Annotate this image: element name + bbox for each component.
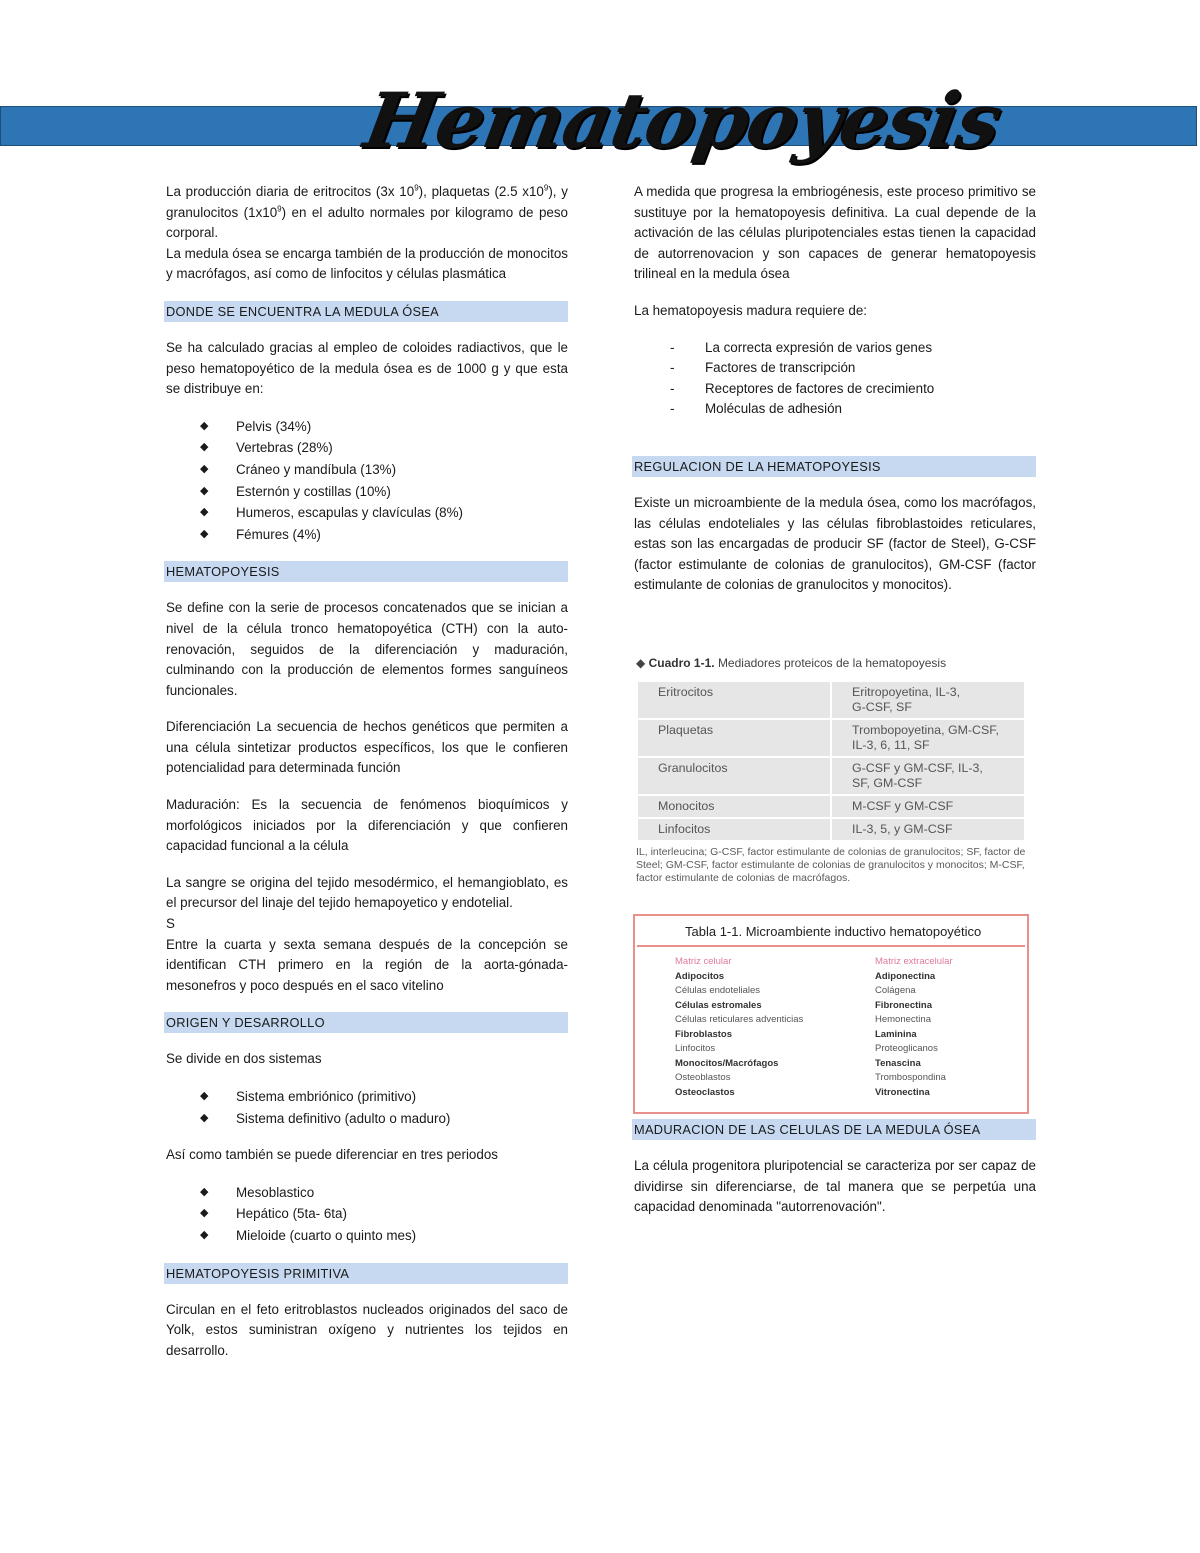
cuadro-table	[636, 680, 1026, 842]
list-item	[166, 459, 568, 481]
dash-marker: -	[670, 380, 675, 396]
tabla-item: Osteoclastos	[675, 1086, 735, 1098]
tabla-item: Células endoteliales	[675, 985, 761, 996]
tabla-item: Adiponectina	[875, 970, 936, 982]
list-item-text: Pelvis (34%)	[236, 418, 312, 434]
table-row	[638, 682, 1024, 718]
mediator-line: G-CSF y GM-CSF, IL-3,	[852, 761, 983, 775]
list-item	[166, 1203, 568, 1225]
bullet-icon: ◆	[200, 1228, 209, 1241]
tabla-item: Adipocitos	[675, 970, 725, 982]
embriogenesis-paragraph: A medida que progresa la embriogénesis, este proceso primitivo se sustituye por la hematopoyesis definitiva. La cual depende de la activación de las células pluripotenciales estas tienen la capacidad de autorrenovacion y son capaces de generar hematopoyesis trilineal en la medula ósea	[634, 184, 1036, 282]
bullet-icon: ◆	[200, 441, 209, 454]
cuadro-label: Cuadro 1-1.	[648, 656, 715, 670]
matriz-celular-header: Matriz celular	[675, 956, 732, 967]
sistemas-list	[166, 1086, 568, 1129]
bullet-icon: ◆	[200, 462, 209, 475]
diferenciacion-paragraph: Diferenciación La secuencia de hechos genéticos que permiten a una célula sintetizar productos específicos, los que le confieren potencialidad para determinada función	[166, 719, 568, 776]
cell-mediators	[832, 720, 1024, 756]
mediator-line: Trombopoyetina, GM-CSF,	[852, 723, 999, 737]
bullet-icon: ◆	[200, 419, 209, 432]
list-item-text: La correcta expresión de varios genes	[705, 339, 933, 355]
list-item	[166, 1108, 568, 1130]
tabla-item: Laminina	[875, 1028, 917, 1040]
list-item	[166, 1086, 568, 1108]
dash-marker: -	[670, 401, 675, 417]
mediator-line: M-CSF y GM-CSF	[852, 799, 954, 813]
tabla-item: Fibronectina	[875, 999, 933, 1011]
tabla-item: Células reticulares adventicias	[675, 1014, 804, 1025]
bullet-icon: ◆	[200, 1207, 209, 1220]
dash-marker: -	[670, 360, 675, 376]
list-item	[634, 338, 1036, 359]
list-item-text: Sistema embriónico (primitivo)	[236, 1089, 417, 1104]
list-item-text: Hepático (5ta- 6ta)	[236, 1206, 347, 1222]
regulacion-paragraph: Existe un microambiente de la medula ósea, como los macrófagos, las células endoteliales y las células fibroblastoides reticulares, estas son las encargadas de producir SF (factor de Steel), G-CSF (factor estimulante de colonias de granulocitos), GM-CSF (factor estimulante de colonias de granulocitos y monocitos).	[634, 494, 1036, 593]
table-row	[638, 796, 1024, 817]
mediator-line: G-CSF, SF	[852, 700, 912, 714]
table-row	[638, 758, 1024, 794]
bullet-icon: ◆	[200, 1185, 209, 1198]
list-item	[166, 416, 568, 438]
section-heading-primitiva: HEMATOPOYESIS PRIMITIVA	[164, 1263, 568, 1284]
table-row	[638, 720, 1024, 756]
list-item	[166, 1182, 568, 1204]
dash-marker: -	[670, 339, 675, 355]
section-heading-maduracion-celulas: MADURACION DE LAS CELULAS DE LA MEDULA ÓSEA	[632, 1119, 1036, 1140]
list-item	[634, 399, 1036, 420]
requiere-paragraph: La hematopoyesis madura requiere de:	[634, 302, 867, 318]
periodos-paragraph: Así como también se puede diferenciar en tres periodos	[166, 1147, 498, 1163]
section-heading-donde: DONDE SE ENCUENTRA LA MEDULA ÓSEA	[164, 301, 568, 322]
section-heading-hematopoyesis: HEMATOPOYESIS	[164, 561, 568, 582]
list-item	[634, 379, 1036, 400]
list-item-text: Vertebras (28%)	[236, 440, 333, 456]
cuadro-caption-text: Mediadores proteicos de la hematopoyesis	[717, 656, 947, 670]
mediator-line: IL-3, 6, 11, SF	[852, 738, 930, 752]
matriz-extracelular-header: Matriz extracelular	[875, 956, 953, 967]
mediator-line: IL-3, 5, y GM-CSF	[852, 822, 953, 836]
tabla-item: Trombospondina	[875, 1072, 946, 1083]
primitiva-paragraph: Circulan en el feto eritroblastos nucleados originados del saco de Yolk, estos suministran oxígeno y nutrientes los tejidos en desarrollo.	[166, 1301, 568, 1358]
matriz-celular-column	[675, 955, 803, 1100]
bullet-icon: ◆	[200, 484, 209, 497]
cell-cell-type: Monocitos	[638, 796, 830, 817]
table-row	[638, 819, 1024, 840]
list-item	[166, 502, 568, 524]
cell-cell-type: Linfocitos	[638, 819, 830, 840]
tabla-item: Colágena	[875, 985, 916, 996]
list-item	[634, 358, 1036, 379]
cell-cell-type: Plaquetas	[638, 720, 830, 756]
cell-cell-type: Granulocitos	[638, 758, 830, 794]
tabla-item: Osteoblastos	[675, 1072, 731, 1083]
list-item-text: Esternón y costillas (10%)	[236, 483, 391, 499]
tabla-item: Fibroblastos	[675, 1028, 733, 1040]
cth-paragraph: Entre la cuarta y sexta semana después de la concepción se identifican CTH primero en la región de la aorta-gónada-mesonefros y poco después en el saco vitelino	[166, 936, 568, 993]
list-item	[166, 1225, 568, 1247]
tabla-item: Proteoglicanos	[875, 1043, 938, 1054]
list-item-text: Mesoblastico	[236, 1184, 315, 1200]
tabla-item: Linfocitos	[675, 1043, 716, 1054]
bullet-icon: ◆	[200, 527, 209, 540]
intro-paragraph-medula: La medula ósea se encarga también de la producción de monocitos y macrófagos, así como de linfocitos y células plasmática	[166, 245, 568, 282]
cell-mediators	[832, 758, 1024, 794]
tabla-figure	[633, 914, 1029, 1114]
list-item-text: Fémures (4%)	[236, 526, 321, 542]
list-item-text: Mieloide (cuarto o quinto mes)	[236, 1227, 417, 1243]
left-column	[166, 182, 568, 1377]
maduracion-paragraph: Maduración: Es la secuencia de fenómenos bioquímicos y morfológicos iniciados por la diferenciación y que confieren capacidad funcional a la célula	[166, 797, 568, 854]
tabla-item: Hemonectina	[875, 1014, 931, 1025]
bullet-icon: ◆	[200, 1111, 209, 1124]
intro-paragraph-production: La producción diaria de eritrocitos (3x $10^9$), plaquetas (2.5 $x10^9$), y granulocitos $(1x10^9)$ en el adulto normales por kilogramo de peso corporal.	[166, 183, 568, 241]
hematopoyesis-definition: Se define con la serie de procesos concatenados que se inician a nivel de la célula tronco hematopoyética (CTH) con la auto-renovación, seguidos de la diferenciación y maduración, culminando con la producción de elementos formes sanguíneos funcionales.	[166, 600, 568, 698]
tabla-item: Células estromales	[675, 999, 762, 1011]
list-item-text: Cráneo y mandíbula (13%)	[236, 461, 397, 477]
document-title: Hematopoyesis	[358, 76, 1008, 165]
maduracion-celulas-paragraph: La célula progenitora pluripotencial se caracteriza por ser capaz de dividirse sin diferenciarse, de tal manera que se perpetúa una capacidad denominada "autorrenovación".	[634, 1157, 1036, 1215]
tabla-item: Vitronectina	[875, 1086, 930, 1098]
periodos-list	[166, 1182, 568, 1247]
list-item-text: Receptores de factores de crecimiento	[705, 380, 935, 396]
list-item	[166, 524, 568, 546]
tabla-item: Monocitos/Macrófagos	[675, 1057, 779, 1069]
cell-mediators	[832, 796, 1024, 817]
cell-mediators	[832, 682, 1024, 718]
bullet-icon: ◆	[200, 506, 209, 519]
requisitos-list	[634, 338, 1036, 420]
donde-paragraph: Se ha calculado gracias al empleo de coloides radiactivos, que le peso hematopoyético de la medula ósea es de 1000 g y que esta se distribuye en:	[166, 339, 568, 397]
mediator-line: SF, GM-CSF	[852, 776, 923, 790]
list-item-text: Sistema definitivo (adulto o maduro)	[236, 1110, 451, 1126]
section-heading-origen: ORIGEN Y DESARROLLO	[164, 1012, 568, 1033]
tabla-title: Tabla 1-1. Microambiente inductivo hematopoyético	[637, 920, 1025, 947]
diamond-icon: ◆	[636, 656, 646, 670]
list-item-text: Factores de transcripción	[705, 360, 856, 376]
distribution-list	[166, 416, 568, 546]
stray-letter: S	[166, 916, 175, 932]
cell-cell-type: Eritrocitos	[638, 682, 830, 718]
tabla-item: Tenascina	[875, 1057, 921, 1069]
cuadro-caption	[636, 652, 1028, 674]
cell-mediators	[832, 819, 1024, 840]
list-item-text: Humeros, escapulas y clavículas (8%)	[236, 505, 463, 521]
bullet-icon: ◆	[200, 1090, 209, 1102]
origen-paragraph: Se divide en dos sistemas	[166, 1051, 322, 1067]
cuadro-figure	[636, 652, 1028, 885]
sangre-origen-paragraph: La sangre se origina del tejido mesodérmico, el hemangioblato, es el precursor del linaje del tejido hemapoyetico y endotelial.	[166, 874, 568, 911]
section-heading-regulacion: REGULACION DE LA HEMATOPOYESIS	[632, 456, 1036, 477]
matriz-extracelular-column	[875, 955, 953, 1100]
list-item	[166, 437, 568, 459]
cuadro-footnote: IL, interleucina; G-CSF, factor estimulante de colonias de granulocitos; SF, factor de Steel; GM-CSF, factor estimulante de colonias de granulocitos y monocitos; M-CSF, factor estimulante de colonias de macrófagos.	[636, 846, 1026, 884]
mediator-line: Eritropoyetina, IL-3,	[852, 685, 961, 699]
list-item-text: Moléculas de adhesión	[705, 401, 842, 417]
list-item	[166, 481, 568, 503]
